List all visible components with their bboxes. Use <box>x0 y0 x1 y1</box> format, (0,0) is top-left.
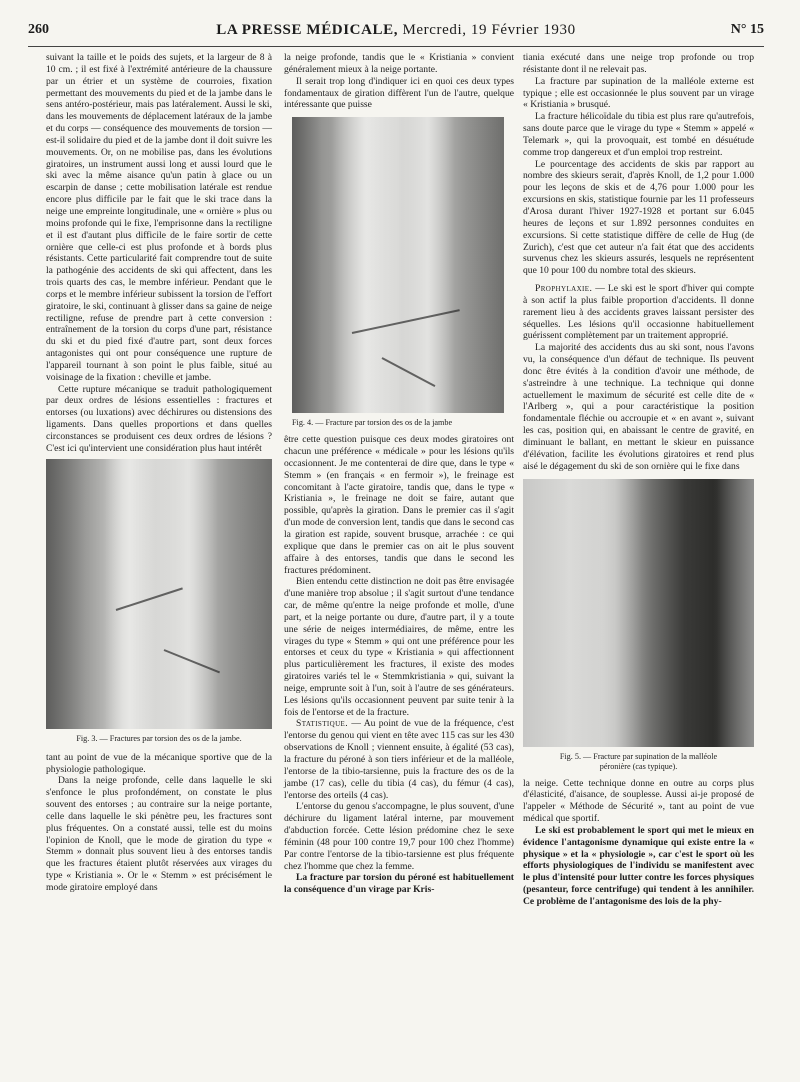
figure-4-xray-image <box>292 117 504 413</box>
figure-4-caption: Fig. 4. — Fracture par torsion des os de la jambe <box>292 418 453 428</box>
col3-prophylaxie-paragraph <box>523 283 754 342</box>
header-rule <box>28 46 764 47</box>
statistique-heading: Statistique. <box>296 718 349 730</box>
col3-paragraph-2: La fracture par supination de la malléole externe est typique ; elle est occasionnée le plus souvent par un virage « Kristiania » brusqué. <box>523 75 754 111</box>
col3-paragraph-4: Le pourcentage des accidents de skis par rapport au nombre des skieurs serait, d'après Knoll, de 1,2 pour 1.000 pour les leçons de skis et de 4,76 pour 1.000 pour les excursions en skis, statistique fournie par les 11 professeurs d'Arosa durant l'hiver 1927-1928 et portant sur 6.045 heures de leçons et sur 1.892 personnes conduites en excursions. Si cette statistique diffère de celle de Hug (de Zurich), c'est que cet auteur n'a fait état que des accidents survenus chez les skieurs assurés, lesquels ne représentent que 10 pour 100 du nombre total des skieurs. <box>523 158 754 277</box>
col2-paragraph-1: la neige profonde, tandis que le « Kristiania » convient généralement mieux à la neige portante. <box>284 52 514 75</box>
issue-number: N° 15 <box>730 22 764 37</box>
prophylaxie-text: — Le ski est le sport d'hiver qui compte à son actif la plus faible proportion d'accidents. Il donne rarement lieu à des accidents graves laissant persister des séquelles. Les lésions qu'il occasionne habituellement guérissent complètement par un traitement approprié. <box>523 283 754 342</box>
issue-date: Mercredi, 19 Février 1930 <box>402 22 576 38</box>
figure-5 <box>523 479 754 772</box>
figure-5-xray-image <box>523 479 754 747</box>
col2-paragraph-7: La fracture par torsion du péroné est habituellement la conséquence d'un virage par Kris- <box>284 872 514 896</box>
col1-paragraph-3: tant au point de vue de la mécanique sportive que de la physiologie pathologique. <box>46 751 272 775</box>
figure-3 <box>46 459 272 744</box>
col3-paragraph-3: La fracture hélicoïdale du tibia est plus rare qu'autrefois, sans doute parce que le virage du type « Stemm » appelé « Telemark », qui la provoquait, est tombé en désuétude comme trop dangereux et d'un emploi trop restreint. <box>523 111 754 158</box>
page-header <box>28 22 764 44</box>
col1-paragraph-4: Dans la neige profonde, celle dans laquelle le ski s'enfonce le plus profondément, on constate le plus souvent des entorses ; au contraire sur la neige portante, celle dans laquelle le ski pénètre peu, les fractures sont plus fréquentes. On a constaté aussi, telle est du moins l'opinion de Knoll, que le mode de giration du type « Stemm » donnait plus souvent lieu à des entorses tandis que les fractures étaient plutôt réservées aux virages du type « Kristiania ». Or le « Stemm » est précisément le mode giratoire employé dans <box>46 775 272 893</box>
col2-paragraph-6: L'entorse du genou s'accompagne, le plus souvent, d'une déchirure du ligament latéral interne, par mouvement d'abduction forcée. Cette lésion prédomine chez le sexe féminin (48 pour 100 contre 19,7 pour 100 chez l'homme) Par contre l'entorse de la tibio-tarsienne est plus fréquente chez l'homme que chez la femme. <box>284 801 514 872</box>
figure-5-caption-line-1: Fig. 5. — Fracture par supination de la malléole <box>559 751 718 761</box>
col3-paragraph-1: tiania exécuté dans une neige trop profonde ou trop résistante dont il ne relevait pas. <box>523 52 754 75</box>
column-2 <box>284 52 514 896</box>
figure-5-caption <box>523 752 754 772</box>
col3-paragraph-6: La majorité des accidents dus au ski sont, nous l'avons vu, la conséquence d'un défaut de technique. Ils peuvent donc être évités à la condition d'avoir une méthode, de s'astreindre à une technique. La technique qui donne actuellement le maximum de sécurité est celle dite de « l'Arlberg », qui a pour caractéristique la position fondamentale fléchie ou accroupie et « en avant », suivant les cas, position qui, en abaissant le centre de gravité, en diminuant le ballant, en mettant le skieur en puissance d'élévation, facilite les évolutions giratoires et rend plus aisé le dégagement du ski de son ornière qui le fixe dans <box>523 342 754 472</box>
figure-4 <box>284 117 514 428</box>
column-3 <box>523 52 754 908</box>
journal-name: LA PRESSE MÉDICALE, <box>216 22 399 38</box>
col3-paragraph-7: la neige. Cette technique donne en outre au corps plus d'élasticité, d'aisance, de souplesse. Aussi ai-je proposé de l'appeler « Méthode de Sécurité », tant au point de vue médical que sportif. <box>523 777 754 825</box>
column-1 <box>46 52 272 894</box>
col2-paragraph-4: Bien entendu cette distinction ne doit pas être envisagée d'une manière trop absolue ; il s'agit surtout d'une tendance car, de même qu'entre la neige profonde et molle, d'une part, et la neige portante ou dure, d'autre part, il y a toute une série de neiges intermédiaires, de même, entre les virages du type « Stemm » qui ont une préférence pour les entorses et ceux du type « Kristiania » qui affectionnent plus particulièrement les fractures, il existe des modes giratoires variés tel le « Stemmkristiania » qui, suivant la neige, emprunte soit à l'un, soit à l'autre de ses générateurs. Les lésions qu'ils occasionnent peuvent par suite tenir à la fois de l'entorse et de la fracture. <box>284 576 514 718</box>
col2-paragraph-2: Il serait trop long d'indiquer ici en quoi ces deux types fondamentaux de giration diffèrent l'un de l'autre, quelque intéressante que puisse <box>284 75 514 111</box>
figure-3-caption: Fig. 3. — Fractures par torsion des os de la jambe. <box>76 733 242 743</box>
col2-statistique-paragraph <box>284 718 514 801</box>
journal-title-line <box>28 22 764 39</box>
col3-paragraph-8: Le ski est probablement le sport qui met le mieux en évidence l'antagonisme dynamique qui existe entre la « physique » et la « physiologie », car c'est le sport où les efforts physiologiques de l'individu se manifestent avec le plus d'intensité pour lutter contre les forces physiques (pesanteur, force centrifuge) qui tendent à les annihiler. Ce problème de l'antagonisme des lois de la phy- <box>523 824 754 907</box>
figure-5-caption-line-2: péronière (cas typique). <box>599 761 678 771</box>
col2-paragraph-3: être cette question puisque ces deux modes giratoires ont chacun une préférence « médicale » pour les lésions qu'ils occasionnent. Je me contenterai de dire que, dans le type « Stemm » (en français « en fermoir »), le freinage est concomitant à l'acte giratoire, tandis que, dans le type « Kristiania », le freinage ne doit se faire, autant que possible, qu'après la giration. Dans le premier cas il s'agit d'un mode de conversion lent, tandis que dans le second cas la giration est rapide, souvent brusque, arrachée : ce qui explique que dans le premier cas on ait le plus souvent affaire à des entorses, tandis que dans le second les fractures prédominent. <box>284 434 514 576</box>
col1-paragraph-1: suivant la taille et le poids des sujets, et la largeur de 8 à 10 cm. ; il est fixé à l'extrémité antérieure de la chaussure par un étrier et un système de courroies, fixation permettant des mouvements du pied et de la jambe dans le sens antéro-postérieur, mais pas latéralement. Aussi le ski, dans les mouvements de déplacement latéraux de la jambe et du corps — conséquence des mouvements de torsion — est-il solidaire du pied et de la jambe dont il doit suivre les mouvements. Or, on ne mobilise pas, dans les évolutions giratoires, un instrument aussi long et aussi lourd que le ski avec la même aisance qu'un patin à glace ou un escarpin de danse ; cette mobilisation latérale est rendue encore plus difficile par le fait que le ski trace dans la neige une empreinte longitudinale, une « ornière » plus ou moins profonde qui le fixe, l'emprisonne dans la rectiligne et il est d'autant plus difficile de le faire sortir de cette ornière que celle-ci est plus profonde et à bords plus résistants. Cette particularité fait comprendre tout de suite la pathogénie des accidents de ski qui affectent, dans les trois quarts des cas, le membre inférieur. Pendant que le corps et le membre inférieur subissent la torsion de l'effort giratoire, le ski, continuant à glisser dans sa gaine de neige rectiligne, refuse de prendre part à cette conversion : entraînement de la torsion du corps d'une part, résistance du ski et du pied fixé d'autre part, sont deux forces antagonistes qui ont pour conséquence une rupture de l'appareil tournant à son point le plus faible, situé au voisinage de la fixation : cheville et jambe. <box>46 52 272 383</box>
statistique-text: — Au point de vue de la fréquence, c'est l'entorse du genou qui vient en tête avec 115 cas sur les 430 observations de Knoll ; viennent ensuite, à égalité (53 cas), la fracture du péroné à son tiers inférieur et de la malléole, l'entorse de la tibio-tarsienne, puis la fracture des os de la jambe (17 cas), celle du tibia (4 cas), du fémur (4 cas), l'entorse des orteils (4 cas). <box>284 718 514 801</box>
page-number: 260 <box>28 22 49 37</box>
prophylaxie-heading: Prophylaxie. <box>535 283 593 295</box>
col1-paragraph-2: Cette rupture mécanique se traduit pathologiquement par deux ordres de lésions essentielles : fractures et entorses (ou luxations) avec déchirures ou distensions des ligaments. Dans quelles proportions et dans quelles circonstances se produisent ces deux ordres de lésions ? C'est ici qu'intervient une considération plus haut intérêt <box>46 383 272 454</box>
figure-3-xray-image <box>46 459 272 729</box>
